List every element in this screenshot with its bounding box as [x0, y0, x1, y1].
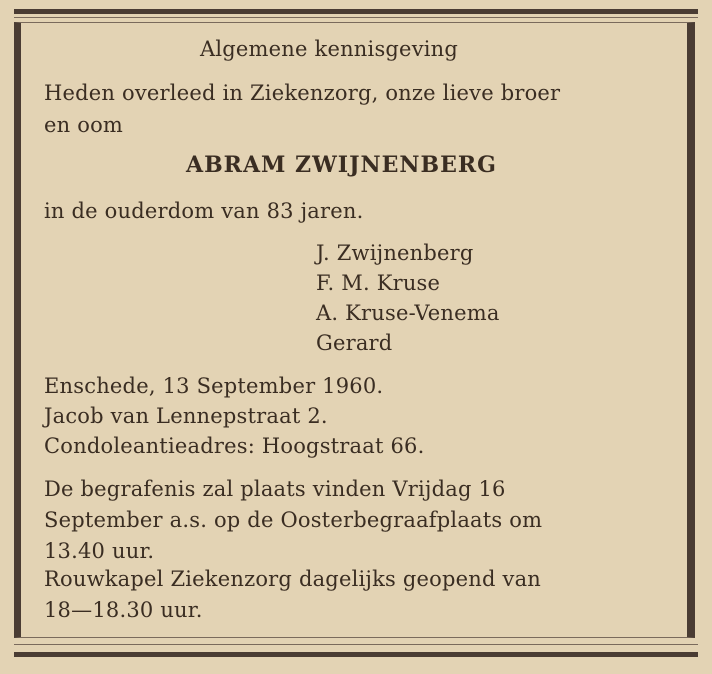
top-border-thin-rule: [14, 17, 698, 18]
place-date: Enschede, 13 September 1960.: [44, 374, 384, 398]
notice-heading: Algemene kennisgeving: [200, 37, 459, 61]
deceased-name: ABRAM ZWIJNENBERG: [186, 152, 497, 178]
chapel-line-2: 18—18.30 uur.: [44, 598, 203, 622]
signatory-3: A. Kruse-Venema: [316, 301, 500, 325]
bottom-border-rule: [14, 652, 698, 657]
chapel-line-1: Rouwkapel Ziekenzorg dagelijks geopend van: [44, 567, 542, 591]
intro-line-1: Heden overleed in Ziekenzorg, onze lieve broer: [44, 81, 561, 105]
signatory-4: Gerard: [316, 331, 393, 355]
condolence-address: Condoleantieadres: Hoogstraat 66.: [44, 434, 425, 458]
home-address: Jacob van Lennepstraat 2.: [44, 404, 328, 428]
age-line: in de ouderdom van 83 jaren.: [44, 199, 364, 223]
signatory-1: J. Zwijnenberg: [316, 241, 474, 265]
top-border-rule: [14, 9, 698, 14]
signatory-2: F. M. Kruse: [316, 271, 441, 295]
funeral-line-2: September a.s. op de Oosterbegraafplaats om: [44, 508, 543, 532]
intro-line-2: en oom: [44, 113, 124, 137]
bottom-border-thin-rule: [14, 644, 698, 645]
funeral-line-1: De begrafenis zal plaats vinden Vrijdag 16: [44, 477, 506, 501]
funeral-line-3: 13.40 uur.: [44, 539, 155, 563]
